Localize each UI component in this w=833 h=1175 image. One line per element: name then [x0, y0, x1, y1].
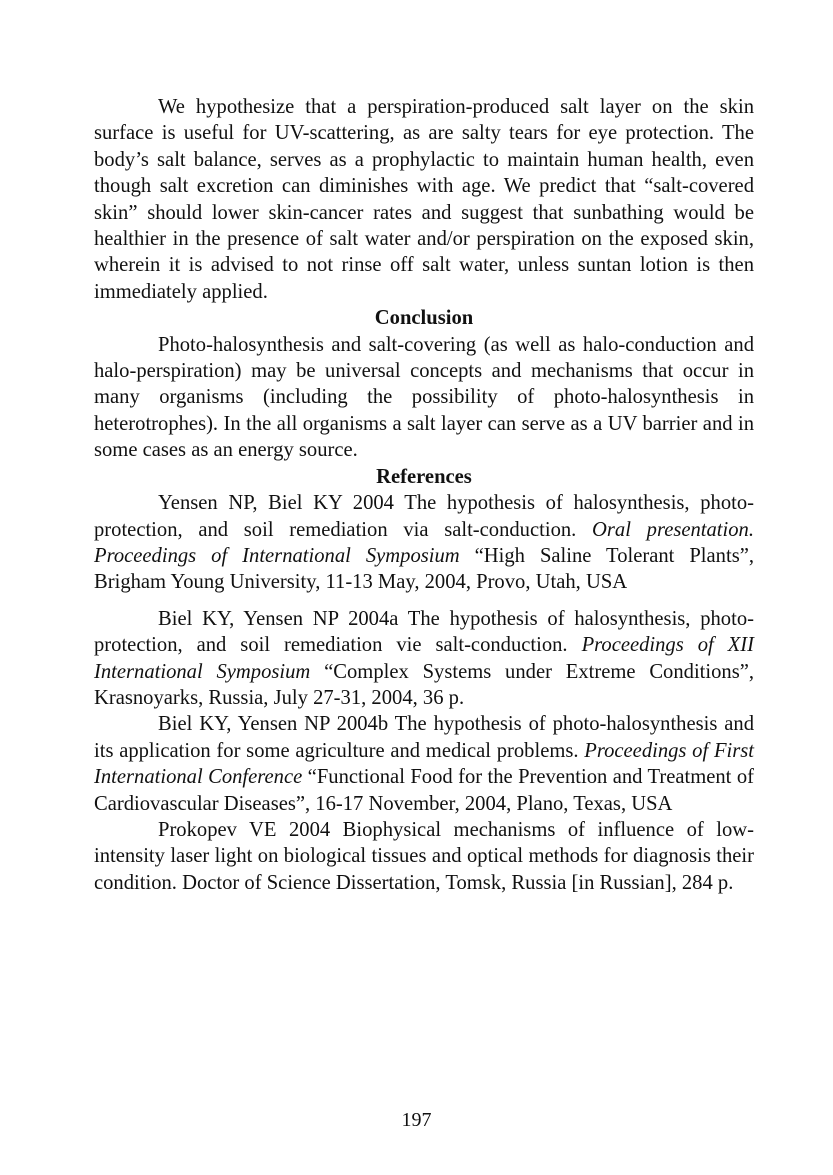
reference-item [94, 490, 754, 596]
reference-text: “Functional Food for the Prevention and Treatment of Cardiovascular Diseases”, 16-17 November, 2004, Plano, Texas, USA [94, 766, 754, 815]
reference-source: Oral presentation. Proceedings of International Symposium [94, 518, 754, 567]
reference-text: Prokopev VE 2004 Biophysical mechanisms of influence of low-intensity laser light on biological tissues and optical methods for diagnosis their condition. Doctor of Science Dissertation, Tomsk, Russia [in Russian], 284 p. [94, 818, 754, 894]
reference-source: Proceedings of First International Conference [94, 739, 754, 789]
reference-source: Proceedings of XII International Symposium [94, 634, 754, 683]
reference-text: “High Saline Tolerant Plants”, Brigham Young University, 11-13 May, 2004, Provo, Utah, USA [94, 544, 754, 594]
reference-text: “Complex Systems under Extreme Conditions”, Krasnoyarks, Russia, July 27-31, 2004, 36 p. [94, 660, 755, 709]
conclusion-heading: Conclusion [374, 307, 474, 330]
intro-paragraph: We hypothesize that a perspiration-produced salt layer on the skin surface is useful for UV-scattering, as are salty tears for eye protection. The body’s salt balance, serves as a prophylactic to maintain human health, even though salt excretion can diminishes with age. We predict that “salt-covered skin” should lower skin-cancer rates and suggest that sunbathing would be healthier in the presence of salt water and/or perspiration on the exposed skin, wherein it is advised to not rinse off salt water, unless suntan lotion is then immediately applied. [94, 96, 754, 303]
reference-item [94, 606, 754, 712]
references-heading: References [376, 465, 472, 488]
reference-text: Biel KY, Yensen NP 2004b The hypothesis of photo-halosynthesis and its application for some agriculture and medical problems. [94, 713, 754, 762]
conclusion-paragraph: Photo-halosynthesis and salt-covering (as well as halo-conduction and halo-perspiration) may be universal concepts and mechanisms that occur in many organisms (including the possibility of photo-halosynthesis in heterotrophes). In the all organisms a salt layer can serve as a UV barrier and in some cases as an energy source. [94, 333, 754, 462]
reference-item [94, 817, 754, 896]
reference-text: Biel KY, Yensen NP 2004a The hypothesis of halosynthesis, photo-protection, and soil remediation vie salt-conduction. [94, 607, 754, 657]
reference-text: Yensen NP, Biel KY 2004 The hypothesis of halosynthesis, photo-protection, and soil remediation via salt-conduction. [94, 492, 754, 541]
page-body [94, 94, 754, 896]
page-number: 197 [401, 1109, 432, 1131]
reference-item [94, 711, 754, 817]
